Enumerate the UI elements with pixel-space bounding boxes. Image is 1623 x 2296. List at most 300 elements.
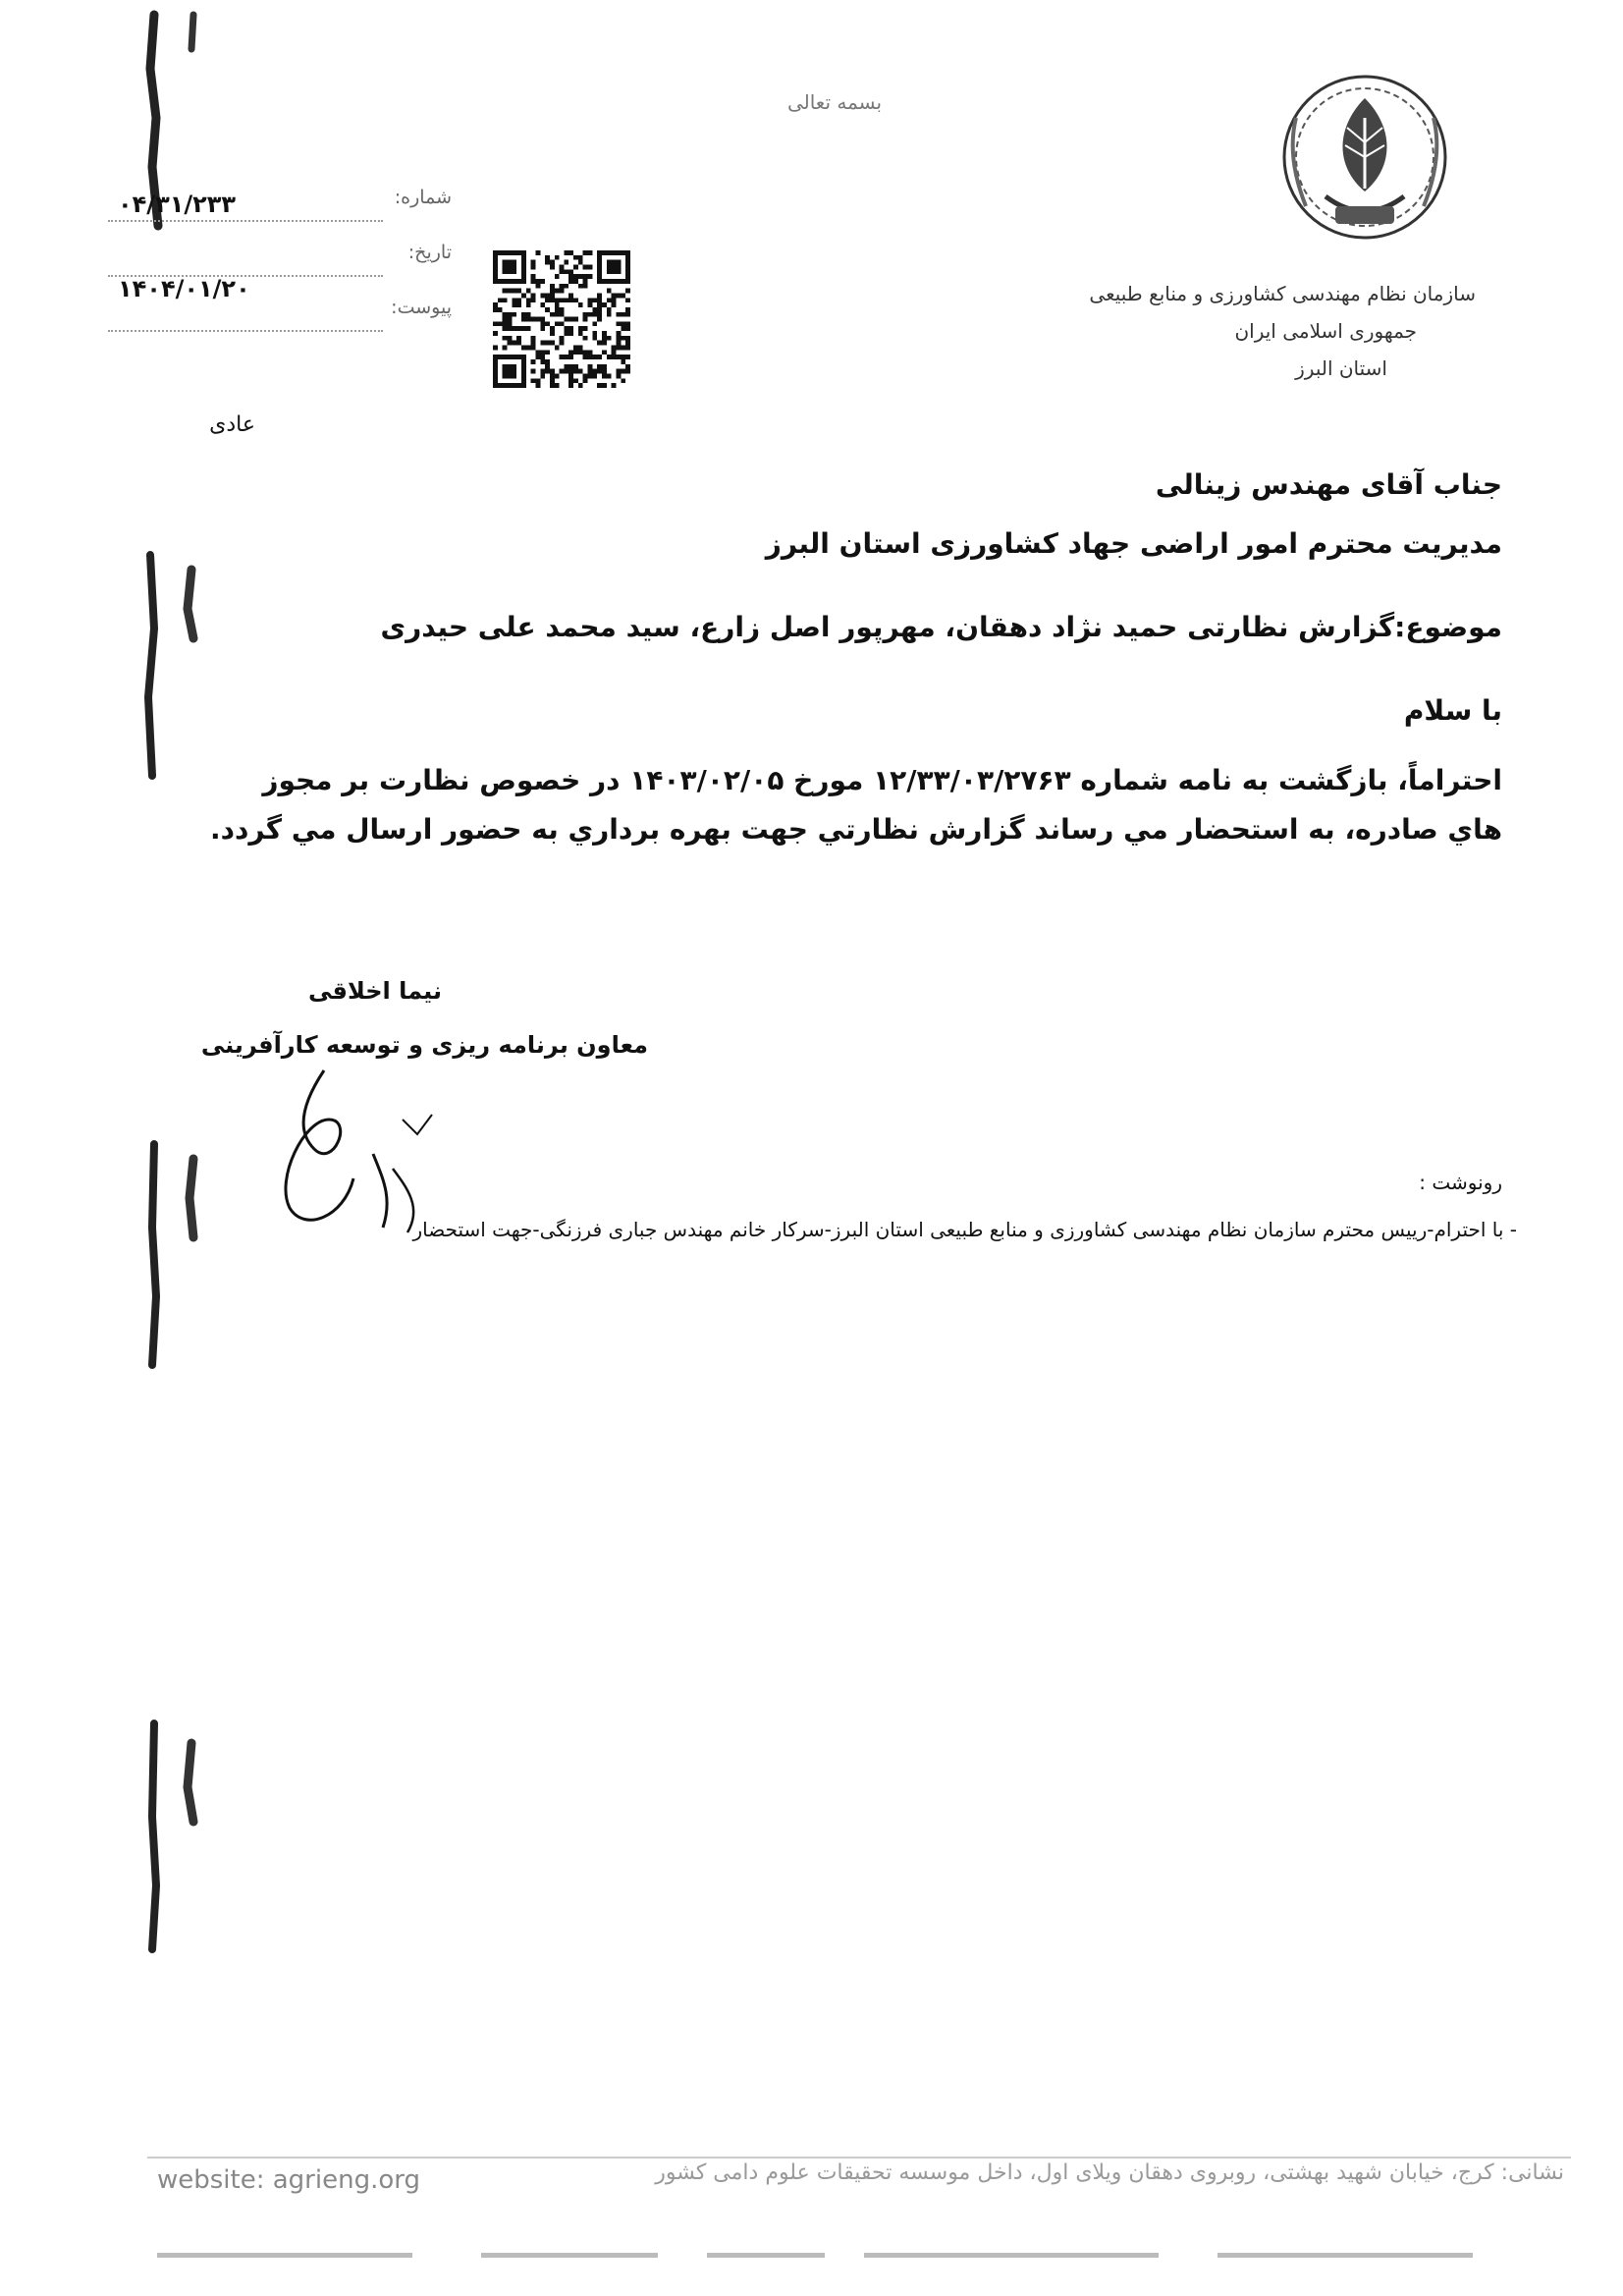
qr-module — [545, 350, 550, 355]
qr-module — [621, 346, 625, 351]
qr-module — [625, 321, 630, 326]
qr-module — [560, 264, 565, 269]
qr-module — [560, 289, 565, 294]
dotted-line — [108, 220, 383, 222]
qr-module — [540, 317, 545, 322]
letter-number-value: ۰۴/۳۱/۲۳۳ — [118, 191, 237, 218]
qr-module — [612, 355, 617, 359]
cc-recipient-line: - با احترام-رییس محترم سازمان نظام مهندسی کشاورزی و منابع طبیعی استان البرز-سرکار خانم مهندس جباری فرزنگی-جهت استحضار — [412, 1218, 1517, 1241]
qr-module — [564, 331, 568, 336]
qr-module — [512, 326, 516, 331]
qr-module — [516, 298, 521, 302]
qr-module — [568, 331, 573, 336]
qr-module — [617, 341, 622, 346]
qr-module — [531, 359, 536, 364]
qr-module — [512, 312, 516, 317]
qr-module — [573, 255, 578, 260]
qr-module — [550, 369, 555, 374]
qr-module — [555, 298, 560, 302]
qr-module — [597, 355, 602, 359]
qr-module — [617, 331, 622, 336]
qr-module — [578, 350, 583, 355]
qr-module — [578, 255, 583, 260]
qr-module — [526, 326, 531, 331]
qr-module — [555, 321, 560, 326]
qr-module — [621, 293, 625, 298]
qr-module — [503, 289, 508, 294]
dotted-line — [108, 330, 383, 332]
qr-module — [617, 312, 622, 317]
qr-module — [583, 355, 588, 359]
qr-module — [516, 336, 521, 341]
qr-module — [550, 312, 555, 317]
qr-module — [550, 378, 555, 383]
letter-attachment-label: پیوست: — [391, 297, 452, 318]
qr-module — [531, 336, 536, 341]
qr-module — [573, 364, 578, 369]
qr-module — [568, 326, 573, 331]
qr-module — [526, 302, 531, 307]
qr-module — [592, 336, 597, 341]
qr-module — [592, 312, 597, 317]
qr-module — [621, 336, 625, 341]
qr-module — [602, 331, 607, 336]
qr-module — [578, 383, 583, 388]
qr-module — [555, 302, 560, 307]
qr-module — [560, 312, 565, 317]
qr-module — [560, 321, 565, 326]
qr-module — [617, 369, 622, 374]
qr-module — [560, 336, 565, 341]
qr-module — [583, 274, 588, 279]
qr-module — [493, 346, 498, 351]
qr-module — [545, 341, 550, 346]
letter-attachment-row — [98, 275, 452, 336]
qr-module — [531, 274, 536, 279]
qr-module — [617, 374, 622, 379]
qr-module — [617, 293, 622, 298]
bismillah-text: بسمه تعالی — [786, 90, 883, 114]
qr-module — [573, 279, 578, 284]
qr-module — [583, 284, 588, 289]
qr-module — [550, 374, 555, 379]
qr-module — [625, 364, 630, 369]
qr-module — [573, 369, 578, 374]
qr-module — [597, 293, 602, 298]
qr-module — [588, 355, 593, 359]
qr-module — [578, 369, 583, 374]
qr-module — [568, 269, 573, 274]
qr-module — [550, 260, 555, 265]
qr-module — [625, 289, 630, 294]
qr-module — [625, 369, 630, 374]
letter-number-label: شماره: — [394, 187, 452, 208]
qr-module — [503, 326, 508, 331]
letter-greeting: با سلام — [1403, 694, 1502, 727]
qr-module — [588, 312, 593, 317]
qr-module — [588, 350, 593, 355]
qr-module — [625, 326, 630, 331]
qr-module — [607, 374, 612, 379]
qr-module — [545, 255, 550, 260]
qr-module — [568, 293, 573, 298]
qr-module — [568, 298, 573, 302]
qr-module — [578, 346, 583, 351]
qr-module — [564, 355, 568, 359]
qr-module — [526, 298, 531, 302]
qr-module — [521, 346, 526, 351]
qr-module — [621, 326, 625, 331]
qr-module — [545, 293, 550, 298]
qr-module — [540, 374, 545, 379]
qr-module — [503, 312, 508, 317]
qr-module — [573, 346, 578, 351]
qr-module — [578, 260, 583, 265]
qr-module — [503, 346, 508, 351]
qr-module — [545, 369, 550, 374]
qr-module — [564, 364, 568, 369]
qr-module — [621, 355, 625, 359]
qr-module — [531, 279, 536, 284]
priority-label: عادی — [209, 412, 255, 437]
qr-module — [607, 307, 612, 312]
organization-name-block — [1063, 275, 1476, 387]
qr-module — [526, 317, 531, 322]
qr-module — [588, 298, 593, 302]
qr-module — [578, 284, 583, 289]
qr-module — [540, 341, 545, 346]
qr-module — [550, 264, 555, 269]
qr-module — [625, 341, 630, 346]
signer-title: معاون برنامه ریزی و توسعه کارآفرینی — [200, 1031, 648, 1059]
qr-module — [503, 317, 508, 322]
qr-module — [545, 364, 550, 369]
qr-module — [555, 346, 560, 351]
qr-module — [592, 355, 597, 359]
letter-subject: موضوع:گزارش نظارتی حمید نژاد دهقان، مهرپور اصل زارع، سید محمد علی حیدری — [380, 611, 1502, 643]
qr-module — [597, 307, 602, 312]
qr-module — [512, 289, 516, 294]
qr-module — [564, 298, 568, 302]
qr-module — [540, 326, 545, 331]
qr-module — [498, 307, 503, 312]
qr-module — [607, 312, 612, 317]
letter-date-value: ۱۴۰۴/۰۱/۲۰ — [118, 275, 250, 302]
organization-logo — [1267, 59, 1463, 265]
qr-module — [540, 359, 545, 364]
qr-module — [521, 293, 526, 298]
qr-module — [535, 250, 540, 255]
qr-module — [493, 331, 498, 336]
cc-label: رونوشت : — [1419, 1171, 1502, 1194]
qr-module — [503, 298, 508, 302]
qr-module — [583, 336, 588, 341]
qr-module — [564, 326, 568, 331]
qr-module — [568, 250, 573, 255]
qr-module — [564, 284, 568, 289]
qr-module — [597, 298, 602, 302]
qr-module — [560, 284, 565, 289]
qr-module — [621, 378, 625, 383]
qr-module — [568, 364, 573, 369]
qr-module — [568, 374, 573, 379]
qr-module — [573, 317, 578, 322]
qr-module — [573, 274, 578, 279]
qr-module — [612, 346, 617, 351]
qr-module — [564, 250, 568, 255]
qr-module — [507, 289, 512, 294]
qr-module — [531, 260, 536, 265]
qr-module — [507, 312, 512, 317]
qr-module — [592, 307, 597, 312]
qr-module — [535, 355, 540, 359]
footer-website: website: agrieng.org — [157, 2165, 420, 2195]
qr-module — [507, 336, 512, 341]
qr-module — [597, 302, 602, 307]
qr-module — [507, 326, 512, 331]
qr-module — [540, 321, 545, 326]
qr-module — [521, 317, 526, 322]
qr-module — [588, 302, 593, 307]
qr-module — [617, 346, 622, 351]
qr-module — [564, 269, 568, 274]
qr-module — [564, 369, 568, 374]
qr-module — [568, 317, 573, 322]
qr-module — [540, 369, 545, 374]
qr-module — [564, 260, 568, 265]
qr-module — [621, 359, 625, 364]
qr-module — [592, 321, 597, 326]
qr-module — [602, 350, 607, 355]
qr-module — [597, 364, 602, 369]
binder-mark-upper — [133, 550, 211, 786]
qr-module — [621, 321, 625, 326]
qr-module — [625, 346, 630, 351]
qr-module — [555, 274, 560, 279]
qr-module — [583, 378, 588, 383]
qr-module — [573, 378, 578, 383]
qr-module — [560, 355, 565, 359]
qr-module — [526, 312, 531, 317]
qr-module — [617, 321, 622, 326]
qr-module — [550, 331, 555, 336]
qr-module — [607, 289, 612, 294]
qr-module — [493, 302, 498, 307]
qr-module — [588, 364, 593, 369]
qr-module — [545, 359, 550, 364]
qr-module — [493, 307, 498, 312]
qr-module — [550, 341, 555, 346]
qr-module — [555, 255, 560, 260]
qr-module — [588, 374, 593, 379]
qr-module — [545, 298, 550, 302]
qr-module — [625, 312, 630, 317]
qr-module — [498, 321, 503, 326]
qr-module — [531, 341, 536, 346]
qr-module — [573, 298, 578, 302]
qr-module — [521, 312, 526, 317]
qr-module — [578, 326, 583, 331]
qr-module — [621, 312, 625, 317]
qr-module — [568, 274, 573, 279]
qr-module — [555, 289, 560, 294]
qr-module — [516, 341, 521, 346]
country-name: جمهوری اسلامی ایران — [1234, 319, 1417, 343]
province-name: استان البرز — [1295, 356, 1387, 380]
qr-module — [493, 321, 498, 326]
qr-module — [617, 355, 622, 359]
qr-module — [531, 298, 536, 302]
qr-module — [597, 317, 602, 322]
qr-module — [526, 346, 531, 351]
qr-module — [578, 274, 583, 279]
organization-name: سازمان نظام مهندسی کشاورزی و منابع طبیعی — [1089, 282, 1476, 305]
qr-module — [625, 336, 630, 341]
qr-module — [583, 350, 588, 355]
qr-module — [568, 378, 573, 383]
qr-module — [560, 369, 565, 374]
qr-module — [578, 331, 583, 336]
qr-module — [621, 369, 625, 374]
qr-module — [512, 341, 516, 346]
qr-module — [592, 298, 597, 302]
qr-module — [550, 326, 555, 331]
qr-module — [617, 336, 622, 341]
qr-module — [531, 369, 536, 374]
qr-module — [592, 331, 597, 336]
qr-module — [588, 369, 593, 374]
qr-module — [602, 302, 607, 307]
letter-metadata — [98, 187, 452, 336]
qr-module — [535, 383, 540, 388]
qr-module — [573, 350, 578, 355]
qr-module — [550, 298, 555, 302]
qr-module — [602, 374, 607, 379]
qr-module — [568, 369, 573, 374]
qr-module — [602, 336, 607, 341]
qr-module — [602, 369, 607, 374]
qr-module — [507, 317, 512, 322]
qr-module — [607, 336, 612, 341]
qr-module — [588, 250, 593, 255]
qr-module — [535, 317, 540, 322]
binder-mark-bottom — [133, 1719, 211, 1954]
qr-module — [516, 289, 521, 294]
qr-module — [550, 383, 555, 388]
qr-module — [602, 364, 607, 369]
qr-module — [531, 264, 536, 269]
signer-name: نیما اخلاقی — [307, 977, 442, 1005]
qr-module — [583, 279, 588, 284]
qr-module — [516, 326, 521, 331]
qr-module — [540, 355, 545, 359]
qr-module — [583, 374, 588, 379]
letter-body — [167, 756, 1502, 854]
footer-address: نشانی: کرج، خیابان شهید بهشتی، روبروی دهقان ویلای اول، داخل موسسه تحقیقات علوم دامی کشور — [655, 2160, 1564, 2185]
letter-number-row — [98, 187, 452, 242]
qr-module — [612, 302, 617, 307]
qr-module — [540, 302, 545, 307]
qr-module — [560, 269, 565, 274]
qr-module — [625, 355, 630, 359]
qr-module — [531, 378, 536, 383]
footer-email-line-faint — [157, 2247, 1571, 2267]
qr-module — [607, 355, 612, 359]
qr-module — [597, 312, 602, 317]
qr-module — [568, 355, 573, 359]
qr-module — [612, 293, 617, 298]
qr-module — [507, 341, 512, 346]
qr-module — [545, 307, 550, 312]
qr-module — [583, 250, 588, 255]
qr-module — [545, 260, 550, 265]
qr-module — [602, 383, 607, 388]
qr-module — [503, 336, 508, 341]
qr-module — [597, 341, 602, 346]
qr-code — [493, 250, 630, 388]
qr-module — [588, 264, 593, 269]
qr-module — [531, 293, 536, 298]
recipient-name: جناب آقای مهندس زینالی — [1155, 468, 1502, 501]
qr-module — [568, 350, 573, 355]
binder-mark-lower — [133, 1139, 211, 1375]
qr-module — [507, 321, 512, 326]
letter-body-line: احتراماً، بازگشت به نامه شماره ۱۲/۳۳/۰۳/۲۷۶۳ مورخ ۱۴۰۳/۰۲/۰۵ در خصوص نظارت بر مجوز — [262, 764, 1502, 796]
qr-module — [526, 289, 531, 294]
qr-module — [545, 321, 550, 326]
qr-module — [531, 317, 536, 322]
qr-module — [555, 307, 560, 312]
qr-module — [602, 341, 607, 346]
qr-module — [568, 383, 573, 388]
qr-module — [612, 298, 617, 302]
qr-module — [564, 317, 568, 322]
qr-module — [597, 383, 602, 388]
qr-module — [555, 383, 560, 388]
qr-module — [607, 298, 612, 302]
qr-module — [498, 298, 503, 302]
qr-module — [583, 326, 588, 331]
qr-module — [555, 374, 560, 379]
letter-date-label: تاریخ: — [407, 242, 452, 263]
qr-module — [535, 279, 540, 284]
qr-module — [540, 350, 545, 355]
qr-module — [512, 302, 516, 307]
qr-module — [592, 369, 597, 374]
qr-module — [560, 307, 565, 312]
qr-module — [550, 284, 555, 289]
qr-module — [625, 298, 630, 302]
qr-module — [583, 264, 588, 269]
qr-module — [588, 274, 593, 279]
qr-module — [612, 350, 617, 355]
qr-module — [597, 369, 602, 374]
qr-module — [540, 279, 545, 284]
qr-module — [560, 341, 565, 346]
qr-module — [560, 298, 565, 302]
qr-module — [535, 350, 540, 355]
qr-module — [568, 279, 573, 284]
letter-body-line: هاي صادره، به استحضار مي رساند گزارش نظارتي جهت بهره برداري به حضور ارسال مي گردد. — [210, 813, 1502, 846]
qr-module — [612, 383, 617, 388]
qr-module — [512, 298, 516, 302]
qr-module — [583, 312, 588, 317]
qr-module — [578, 302, 583, 307]
recipient-title: مدیریت محترم امور اراضی جهاد کشاورزی استان البرز — [765, 527, 1502, 560]
qr-module — [550, 293, 555, 298]
qr-module — [592, 374, 597, 379]
qr-module — [531, 346, 536, 351]
